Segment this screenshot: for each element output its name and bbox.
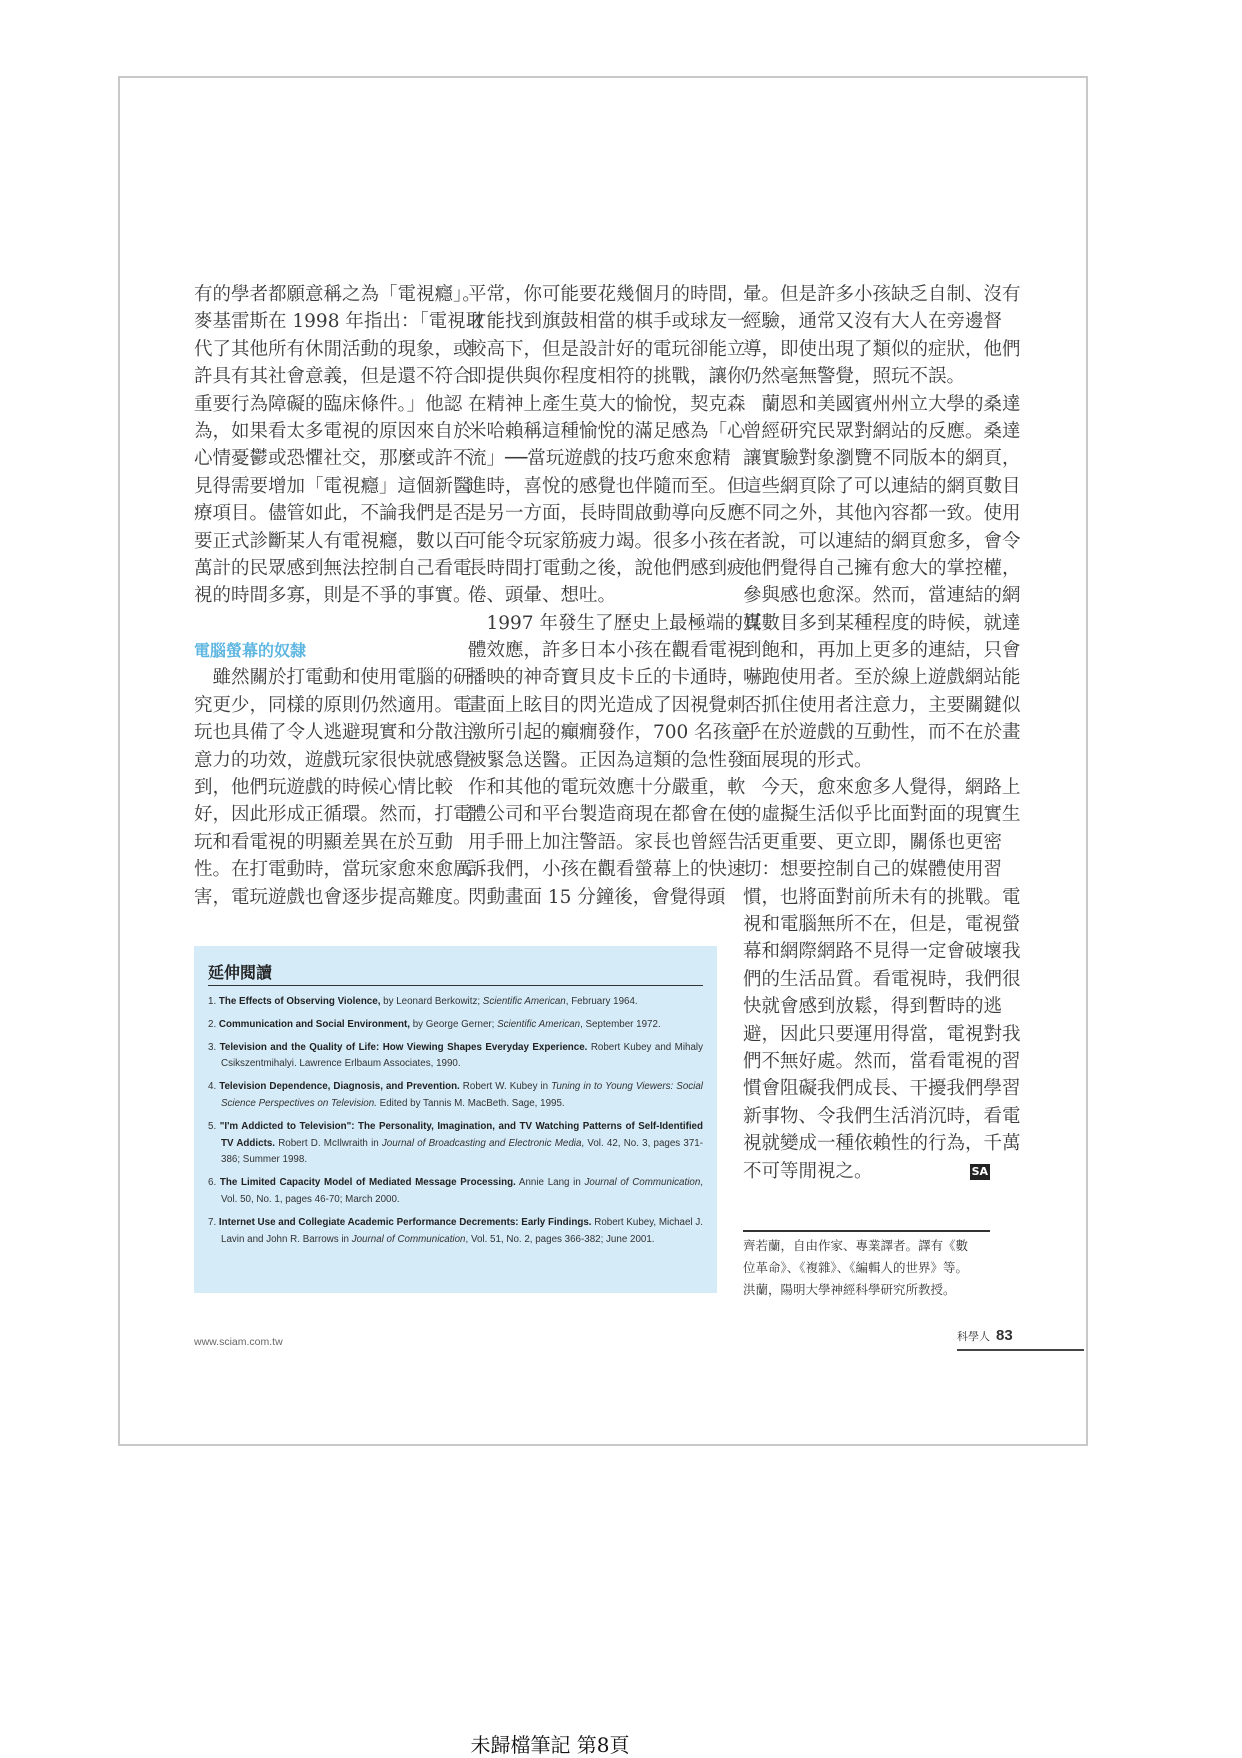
reference-item <box>208 1175 703 1209</box>
text-line: 米哈賴稱這種愉悅的滿足感為「心 <box>468 420 746 442</box>
text-line: 們的生活品質。看電視時，我們很 <box>743 968 1021 990</box>
text-line: 為，如果看太多電視的原因來自於 <box>194 420 472 442</box>
page-number: 83 <box>996 1327 1013 1344</box>
text-line: 激所引起的癲癇發作，700 名孩童 <box>468 722 750 744</box>
text-line: 仍然毫無警覺，照玩不誤。 <box>743 366 966 388</box>
text-line: 參與感也愈深。然而，當連結的網 <box>743 585 1021 607</box>
reference-title: "I'm Addicted to Television": The Personality, Imagination, and TV Watching Patterns of Self-Identified TV Addicts. <box>219 1120 703 1149</box>
reference-number: 6. <box>208 1177 217 1189</box>
reference-detail: by George Gerner; <box>409 1018 498 1030</box>
text-line: 重要行為障礙的臨床條件。」他認 <box>194 393 463 415</box>
page-caption: 未歸檔筆記 第8頁 <box>470 1733 630 1757</box>
text-line: 1997 年發生了歷史上最極端的媒 <box>468 612 762 634</box>
text-line: 慣會阻礙我們成長、干擾我們學習 <box>743 1078 1021 1100</box>
text-line: 到飽和，再加上更多的連結，只會 <box>743 640 1021 662</box>
article-column-3 <box>743 281 1021 1185</box>
magazine-name: 科學人 <box>957 1331 990 1343</box>
text-line: 性。在打電動時，當玩家愈來愈厲 <box>194 859 472 881</box>
text-line: 雖然關於打電動和使用電腦的研 <box>194 667 472 689</box>
text-line: 用手冊上加注警語。家長也曾經告 <box>468 831 746 853</box>
reference-source: Scientific American <box>482 996 566 1007</box>
reference-detail: , Vol. 51, No. 2, pages 366-382; June 2001. <box>465 1233 655 1245</box>
text-line <box>743 1158 990 1185</box>
text-line: 好，因此形成正循環。然而，打電 <box>194 804 472 826</box>
reference-title: Communication and Social Environment, <box>218 1018 410 1030</box>
text-line: 進時，喜悅的感覺也伴隨而至。但 <box>468 475 746 497</box>
reference-number: 4. <box>208 1081 217 1093</box>
text-line: 才能找到旗鼓相當的棋手或球友一 <box>468 311 746 333</box>
text-line: 不同之外，其他內容都一致。使用 <box>743 503 1021 525</box>
text-line: 者說，可以連結的網頁愈多，會令 <box>743 530 1021 552</box>
text-line: 新事物、令我們生活消沉時，看電 <box>743 1105 1021 1127</box>
text-line: 的虛擬生活似乎比面對面的現實生 <box>743 804 1021 826</box>
text-line: 害，電玩遊戲也會逐步提高難度。 <box>194 886 472 908</box>
text-line: 經驗，通常又沒有大人在旁邊督 <box>743 311 1003 333</box>
spacer <box>194 610 441 637</box>
reference-title: The Effects of Observing Violence, <box>218 996 381 1007</box>
text-line: 到，他們玩遊戲的時候心情比較 <box>194 777 454 799</box>
text-line: 麥基雷斯在 1998 年指出：「電視取 <box>194 311 485 333</box>
reference-title: Television Dependence, Diagnosis, and Prevention. <box>219 1081 460 1093</box>
text-line: 較高下，但是設計好的電玩卻能立 <box>468 338 746 360</box>
bio-line: 齊若蘭，自由作家、專業譯者。譯有《數 <box>743 1238 969 1253</box>
text-line: 頁數目多到某種程度的時候，就達 <box>743 612 1021 634</box>
reference-detail: , Vol. 42, No. 3, pages 371-386; Summer 1998. <box>221 1137 703 1166</box>
reference-detail: Edited by Tannis M. MacBeth. Sage, 1995. <box>376 1097 565 1109</box>
reference-title: Internet Use and Collegiate Academic Performance Decrements: Early Findings. <box>218 1216 592 1228</box>
text-line: 這些網頁除了可以連結的網頁數目 <box>743 475 1021 497</box>
reference-source: Journal of Communication <box>351 1233 466 1245</box>
text-line: 有的學者都願意稱之為「電視癮」。 <box>194 284 481 305</box>
text-line: 視和電腦無所不在，但是，電視螢 <box>743 913 1021 935</box>
text-line: 活更重要、更立即，關係也更密 <box>743 831 1003 853</box>
website-url: www.sciam.com.tw <box>194 1336 283 1348</box>
reference-number: 7. <box>208 1216 217 1228</box>
text-line: 流」──當玩遊戲的技巧愈來愈精 <box>468 448 731 470</box>
reference-detail: , September 1972. <box>580 1018 661 1030</box>
text-line: 萬計的民眾感到無法控制自己看電 <box>194 557 472 579</box>
text-line: 視的時間多寡，則是不爭的事實。 <box>194 585 472 607</box>
further-reading-box <box>194 946 717 1293</box>
text-line: 許具有其社會意義，但是還不符合 <box>194 366 472 388</box>
text-line: 倦、頭暈、想吐。 <box>468 585 617 607</box>
text-line: 導，即使出現了類似的症狀，他們 <box>743 338 1021 360</box>
text-line: 玩也具備了令人逃避現實和分散注 <box>194 722 472 744</box>
text-line: 代了其他所有休閒活動的現象，或 <box>194 338 472 360</box>
reference-number: 2. <box>208 1018 217 1030</box>
text-line: 避，因此只要運用得當，電視對我 <box>743 1023 1021 1045</box>
text-line: 蘭恩和美國賓州州立大學的桑達 <box>743 393 1021 415</box>
further-reading-title: 延伸閱讀 <box>208 960 703 986</box>
text-line-content: 不可等閒視之。 <box>743 1160 873 1182</box>
reference-detail: Robert W. Kubey in <box>459 1081 552 1093</box>
reference-detail: by Leonard Berkowitz; <box>380 996 483 1007</box>
text-line: 長時間打電動之後，說他們感到疲 <box>468 557 746 579</box>
text-line: 體公司和平台製造商現在都會在使 <box>468 804 746 826</box>
text-line: 視就變成一種依賴性的行為，千萬 <box>743 1133 1021 1155</box>
bio-line: 洪蘭，陽明大學神經科學研究所教授。 <box>743 1282 956 1297</box>
reference-item <box>208 994 703 1011</box>
text-line: 在精神上產生莫大的愉悅，契克森 <box>468 393 746 415</box>
text-line: 心情憂鬱或恐懼社交，那麼或許不 <box>194 448 472 470</box>
reference-item <box>208 1017 703 1034</box>
text-line: 他們覺得自己擁有愈大的掌控權， <box>743 557 1021 579</box>
reference-source: Tuning in to Young Viewers: Social Science Perspectives on Television. <box>221 1081 703 1109</box>
text-line: 療項目。儘管如此，不論我們是否 <box>194 503 472 525</box>
text-line: 平常，你可能要花幾個月的時間， <box>468 284 746 305</box>
reference-detail: Annie Lang in <box>515 1177 585 1189</box>
author-bio <box>743 1230 990 1301</box>
text-line: 乎在於遊戲的互動性，而不在於畫 <box>743 722 1021 744</box>
text-line: 見得需要增加「電視癮」這個新醫 <box>194 475 472 497</box>
text-line: 要正式診斷某人有電視癮，數以百 <box>194 530 472 552</box>
text-line: 被緊急送醫。正因為這類的急性發 <box>468 749 746 771</box>
text-line: 面展現的形式。 <box>743 749 873 771</box>
reference-source: Journal of Communication <box>584 1177 701 1189</box>
text-line: 播映的神奇寶貝皮卡丘的卡通時， <box>468 667 746 689</box>
reference-list <box>208 994 703 1248</box>
text-line: 閃動畫面 15 分鐘後，會覺得頭 <box>468 886 726 908</box>
reference-number: 5. <box>208 1120 217 1132</box>
text-line: 體效應，許多日本小孩在觀看電視 <box>468 640 746 662</box>
reference-source: Journal of Broadcasting and Electronic Media <box>381 1137 582 1149</box>
article-column-2 <box>468 281 762 911</box>
text-line: 可能令玩家筋疲力竭。很多小孩在 <box>468 530 746 552</box>
reference-item <box>208 1215 703 1249</box>
text-line: 曾經研究民眾對網站的反應。桑達 <box>743 420 1021 442</box>
text-line: 究更少，同樣的原則仍然適用。電 <box>194 694 472 716</box>
text-line: 畫面上眩目的閃光造成了因視覺刺 <box>468 694 746 716</box>
text-line: 玩和看電視的明顯差異在於互動 <box>194 831 454 853</box>
text-line: 否抓住使用者注意力，主要關鍵似 <box>743 694 1021 716</box>
reference-detail: , Vol. 50, No. 1, pages 46-70; March 2000. <box>221 1177 704 1205</box>
reference-number: 1. <box>208 996 217 1007</box>
text-line: 慣，也將面對前所未有的挑戰。電 <box>743 886 1021 908</box>
reference-title: Television and the Quality of Life: How Viewing Shapes Everyday Experience. <box>219 1041 588 1053</box>
text-line: 嚇跑使用者。至於線上遊戲網站能 <box>743 667 1021 689</box>
text-line: 訴我們，小孩在觀看螢幕上的快速 <box>468 859 746 881</box>
reference-item <box>208 1079 703 1113</box>
reference-source: Scientific American <box>497 1018 581 1030</box>
reference-item <box>208 1040 703 1074</box>
text-line: 意力的功效，遊戲玩家很快就感覺 <box>194 749 472 771</box>
text-line: 即提供與你程度相符的挑戰，讓你 <box>468 366 746 388</box>
reference-number: 3. <box>208 1041 217 1053</box>
bio-line: 位革命》、《複雜》、《編輯人的世界》等。 <box>743 1260 969 1275</box>
text-line: 讓實驗對象瀏覽不同版本的網頁， <box>743 448 1021 470</box>
article-column-1 <box>194 281 485 911</box>
reference-detail: Robert D. McIlwraith in <box>275 1137 382 1149</box>
end-mark-logo: SA <box>971 1164 988 1178</box>
reference-title: The Limited Capacity Model of Mediated Message Processing. <box>219 1177 516 1189</box>
text-line: 快就會感到放鬆，得到暫時的逃 <box>743 996 1003 1018</box>
text-line: 切：想要控制自己的媒體使用習 <box>743 859 1003 881</box>
reference-item <box>208 1119 703 1169</box>
reference-detail: Robert Kubey and Mihaly Csikszentmihalyi. Lawrence Erlbaum Associates, 1990. <box>221 1041 703 1070</box>
reference-detail: , February 1964. <box>565 996 638 1007</box>
text-line: 是另一方面，長時間啟動導向反應 <box>468 503 746 525</box>
page-folio <box>957 1327 1084 1351</box>
text-line: 今天，愈來愈多人覺得，網路上 <box>743 777 1021 799</box>
text-line: 幕和網際網路不見得一定會破壞我 <box>743 941 1021 963</box>
section-subheading: 電腦螢幕的奴隸 <box>194 641 307 661</box>
reference-detail: Robert Kubey, Michael J. Lavin and John R. Barrows in <box>221 1216 703 1245</box>
text-line: 作和其他的電玩效應十分嚴重，軟 <box>468 777 746 799</box>
text-line: 們不無好處。然而，當看電視的習 <box>743 1050 1021 1072</box>
text-line: 暈。但是許多小孩缺乏自制、沒有 <box>743 284 1021 305</box>
